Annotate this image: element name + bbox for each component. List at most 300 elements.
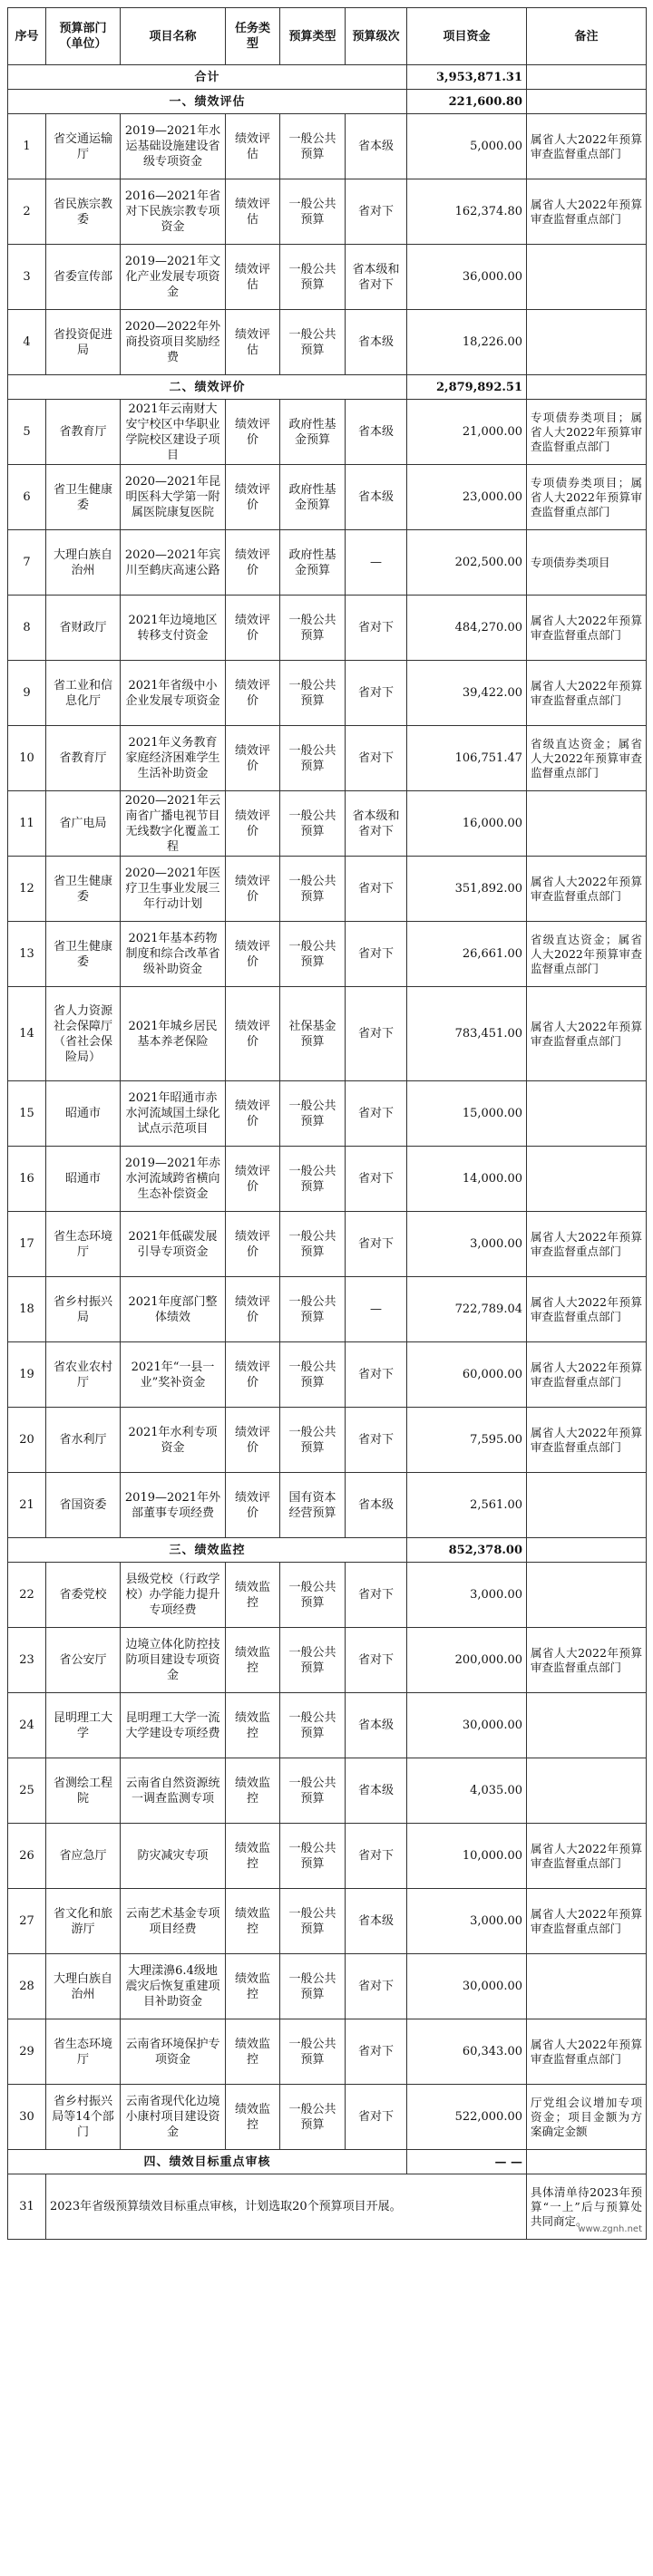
row-dept: 昭通市 (46, 1081, 121, 1147)
row-no: 3 (8, 245, 46, 310)
table-row (8, 1563, 647, 1628)
row-task: 绩效评价 (226, 1081, 280, 1147)
row-task: 绩效监控 (226, 1628, 280, 1693)
row-project: 2021年昭通市赤水河流域国土绿化试点示范项目 (121, 1081, 226, 1147)
row-task: 绩效评价 (226, 465, 280, 530)
row-budget-type: 一般公共预算 (280, 857, 346, 922)
table-row (8, 1628, 647, 1693)
row-dept: 省教育厅 (46, 400, 121, 465)
row-amount: 26,661.00 (407, 922, 527, 987)
section-amount: — — (407, 2150, 527, 2174)
row-amount: 106,751.47 (407, 726, 527, 791)
row-dept: 省民族宗教委 (46, 179, 121, 245)
row-note: 属省人大2022年预算审查监督重点部门 (527, 114, 647, 179)
row-amount: 484,270.00 (407, 596, 527, 661)
row-project: 2021年“一县一业”奖补资金 (121, 1342, 226, 1408)
row-amount: 3,000.00 (407, 1889, 527, 1954)
row-project: 大理漾濞6.4级地震灾后恢复重建项目补助资金 (121, 1954, 226, 2019)
row-note: 属省人大2022年预算审查监督重点部门 (527, 857, 647, 922)
row-dept: 省生态环境厅 (46, 2019, 121, 2085)
row-budget-type: 一般公共预算 (280, 1147, 346, 1212)
row-note (527, 1563, 647, 1628)
row-dept: 大理白族自治州 (46, 1954, 121, 2019)
row-project: 边境立体化防控技防项目建设专项资金 (121, 1628, 226, 1693)
row-note (527, 1693, 647, 1758)
table-row (8, 1758, 647, 1824)
table-row (8, 1824, 647, 1889)
row-level: 省对下 (346, 2085, 407, 2150)
row-level: 省对下 (346, 596, 407, 661)
row-task: 绩效评价 (226, 1277, 280, 1342)
row-no: 2 (8, 179, 46, 245)
row-task: 绩效监控 (226, 2085, 280, 2150)
row-level: 省本级和省对下 (346, 245, 407, 310)
row-project: 2021年云南财大安宁校区中华职业学院校区建设子项目 (121, 400, 226, 465)
row-task: 绩效评估 (226, 179, 280, 245)
row-level: 省对下 (346, 1212, 407, 1277)
table-row (8, 530, 647, 596)
row-project: 2020—2021年宾川至鹤庆高速公路 (121, 530, 226, 596)
table-row (8, 310, 647, 375)
section-title: 一、绩效评估 (8, 90, 407, 114)
row-project: 云南省环境保护专项资金 (121, 2019, 226, 2085)
row-dept: 省教育厅 (46, 726, 121, 791)
row-no: 7 (8, 530, 46, 596)
row-dept: 省测绘工程院 (46, 1758, 121, 1824)
table-row (8, 1954, 647, 2019)
row-note (527, 1758, 647, 1824)
row-level: 省对下 (346, 1147, 407, 1212)
row-no: 1 (8, 114, 46, 179)
row-level: 省对下 (346, 1342, 407, 1408)
row-dept: 省国资委 (46, 1473, 121, 1538)
row-task: 绩效监控 (226, 2019, 280, 2085)
row-level: 省本级 (346, 465, 407, 530)
row-amount: 60,000.00 (407, 1342, 527, 1408)
row-note: 属省人大2022年预算审查监督重点部门 (527, 1628, 647, 1693)
row-amount: 10,000.00 (407, 1824, 527, 1889)
row-dept: 省公安厅 (46, 1628, 121, 1693)
row-dept: 省委党校 (46, 1563, 121, 1628)
section-amount: 852,378.00 (407, 1538, 527, 1563)
row-note: 属省人大2022年预算审查监督重点部门 (527, 1824, 647, 1889)
row-project: 2019—2021年外部董事专项经费 (121, 1473, 226, 1538)
row-amount: 202,500.00 (407, 530, 527, 596)
row-amount: 14,000.00 (407, 1147, 527, 1212)
section-title: 二、绩效评价 (8, 375, 407, 400)
row-no: 15 (8, 1081, 46, 1147)
row-task: 绩效评估 (226, 245, 280, 310)
row-note (527, 245, 647, 310)
row-dept: 省卫生健康委 (46, 465, 121, 530)
row-amount: 15,000.00 (407, 1081, 527, 1147)
row-budget-type: 一般公共预算 (280, 1693, 346, 1758)
row-note (527, 1147, 647, 1212)
row-level: 省本级 (346, 1889, 407, 1954)
row-task: 绩效评价 (226, 530, 280, 596)
row-project: 2021年边境地区转移支付资金 (121, 596, 226, 661)
row-dept: 省委宣传部 (46, 245, 121, 310)
table-row (8, 857, 647, 922)
row-level: 省本级 (346, 1758, 407, 1824)
row-project: 2020—2021年医疗卫生事业发展三年行动计划 (121, 857, 226, 922)
row-amount: 351,892.00 (407, 857, 527, 922)
row-task: 绩效评价 (226, 1147, 280, 1212)
row-task: 绩效评价 (226, 400, 280, 465)
row-note: 属省人大2022年预算审查监督重点部门 (527, 1212, 647, 1277)
table-body (8, 65, 647, 2240)
row-task: 绩效评价 (226, 1342, 280, 1408)
row-budget-type: 一般公共预算 (280, 2085, 346, 2150)
row-no: 17 (8, 1212, 46, 1277)
table-row (8, 596, 647, 661)
row-dept: 省人力资源社会保障厅（省社会保险局） (46, 987, 121, 1081)
table-row (8, 114, 647, 179)
row-level: 省本级和省对下 (346, 791, 407, 857)
row-no: 5 (8, 400, 46, 465)
section-row (8, 90, 647, 114)
table-row (8, 987, 647, 1081)
header-dept: 预算部门（单位） (46, 8, 121, 65)
row-dept: 省工业和信息化厅 (46, 661, 121, 726)
row-dept: 昭通市 (46, 1147, 121, 1212)
row-note: 省级直达资金；属省人大2022年预算审查监督重点部门 (527, 726, 647, 791)
total-note (527, 65, 647, 90)
row-amount: 16,000.00 (407, 791, 527, 857)
header-note: 备注 (527, 8, 647, 65)
row-level: 省对下 (346, 987, 407, 1081)
total-amount: 3,953,871.31 (407, 65, 527, 90)
table-row (8, 922, 647, 987)
row-level: 省对下 (346, 1628, 407, 1693)
row-project: 2021年基本药物制度和综合改革省级补助资金 (121, 922, 226, 987)
row-no: 28 (8, 1954, 46, 2019)
section-note (527, 1538, 647, 1563)
row-no: 26 (8, 1824, 46, 1889)
row-project: 2020—2021年云南省广播电视节目无线数字化覆盖工程 (121, 791, 226, 857)
row-amount: 36,000.00 (407, 245, 527, 310)
row-budget-type: 一般公共预算 (280, 179, 346, 245)
row-task: 绩效评价 (226, 1212, 280, 1277)
row-budget-type: 一般公共预算 (280, 1212, 346, 1277)
row-task: 绩效评价 (226, 726, 280, 791)
row-no: 6 (8, 465, 46, 530)
section-amount: 221,600.80 (407, 90, 527, 114)
row-note (527, 1954, 647, 2019)
row-note: 厅党组会议增加专项资金；项目金额为方案确定金额 (527, 2085, 647, 2150)
row-project: 云南省自然资源统一调查监测专项 (121, 1758, 226, 1824)
row-note: 属省人大2022年预算审查监督重点部门 (527, 987, 647, 1081)
section-row (8, 2150, 647, 2174)
row-budget-type: 一般公共预算 (280, 791, 346, 857)
row-level: 省对下 (346, 179, 407, 245)
row-note: 属省人大2022年预算审查监督重点部门 (527, 1889, 647, 1954)
table-row (8, 2085, 647, 2150)
row-budget-type: 一般公共预算 (280, 1628, 346, 1693)
row-project: 2021年城乡居民基本养老保险 (121, 987, 226, 1081)
table-row (8, 1147, 647, 1212)
budget-evaluation-table (7, 7, 647, 2240)
table-row (8, 2174, 647, 2240)
table-row (8, 1473, 647, 1538)
watermark: www.zgnh.net (578, 2224, 642, 2234)
row-budget-type: 一般公共预算 (280, 1081, 346, 1147)
row-no: 22 (8, 1563, 46, 1628)
row-no: 31 (8, 2174, 46, 2240)
row-project: 云南艺术基金专项项目经费 (121, 1889, 226, 1954)
row-budget-type: 一般公共预算 (280, 2019, 346, 2085)
row-no: 21 (8, 1473, 46, 1538)
row-budget-type: 一般公共预算 (280, 245, 346, 310)
row-amount: 5,000.00 (407, 114, 527, 179)
row-project: 2019—2021年赤水河流域跨省横向生态补偿资金 (121, 1147, 226, 1212)
total-label: 合计 (8, 65, 407, 90)
row-level: 省本级 (346, 1473, 407, 1538)
header-level: 预算级次 (346, 8, 407, 65)
row-note: 专项债券类项目；属省人大2022年预算审查监督重点部门 (527, 400, 647, 465)
row-project: 2019—2021年文化产业发展专项资金 (121, 245, 226, 310)
row-budget-type: 国有资本经营预算 (280, 1473, 346, 1538)
table-row (8, 1277, 647, 1342)
row-dept: 省投资促进局 (46, 310, 121, 375)
row-note: 属省人大2022年预算审查监督重点部门 (527, 661, 647, 726)
row-amount: 722,789.04 (407, 1277, 527, 1342)
total-row (8, 65, 647, 90)
section-row (8, 1538, 647, 1563)
row-level: 省对下 (346, 1563, 407, 1628)
row-note: 属省人大2022年预算审查监督重点部门 (527, 1408, 647, 1473)
row-budget-type: 一般公共预算 (280, 1889, 346, 1954)
row-task: 绩效监控 (226, 1758, 280, 1824)
row-level: 省对下 (346, 922, 407, 987)
row-level: 省本级 (346, 400, 407, 465)
row-no: 25 (8, 1758, 46, 1824)
section-note (527, 375, 647, 400)
row-budget-type: 一般公共预算 (280, 1342, 346, 1408)
row-project: 2021年度部门整体绩效 (121, 1277, 226, 1342)
header-amount: 项目资金 (407, 8, 527, 65)
table-row (8, 400, 647, 465)
row-budget-type: 政府性基金预算 (280, 400, 346, 465)
row-amount: 21,000.00 (407, 400, 527, 465)
row-budget-type: 一般公共预算 (280, 1408, 346, 1473)
row-no: 4 (8, 310, 46, 375)
row-level: 省对下 (346, 661, 407, 726)
row-dept: 省乡村振兴局等14个部门 (46, 2085, 121, 2150)
row-note: 专项债券类项目；属省人大2022年预算审查监督重点部门 (527, 465, 647, 530)
row-note: 属省人大2022年预算审查监督重点部门 (527, 179, 647, 245)
row-task: 绩效评价 (226, 857, 280, 922)
table-row (8, 1342, 647, 1408)
row-merged-text: 2023年省级预算绩效目标重点审核，计划选取20个预算项目开展。 (46, 2174, 527, 2240)
header-project: 项目名称 (121, 8, 226, 65)
row-dept: 省卫生健康委 (46, 857, 121, 922)
row-amount: 30,000.00 (407, 1954, 527, 2019)
table-row (8, 1693, 647, 1758)
row-no: 10 (8, 726, 46, 791)
row-project: 2021年省级中小企业发展专项资金 (121, 661, 226, 726)
table-row (8, 1212, 647, 1277)
row-task: 绩效监控 (226, 1889, 280, 1954)
row-budget-type: 一般公共预算 (280, 596, 346, 661)
row-no: 24 (8, 1693, 46, 1758)
table-row (8, 1408, 647, 1473)
table-row (8, 2019, 647, 2085)
row-budget-type: 一般公共预算 (280, 1758, 346, 1824)
row-budget-type: 一般公共预算 (280, 1277, 346, 1342)
row-dept: 省应急厅 (46, 1824, 121, 1889)
row-project: 云南省现代化边境小康村项目建设资金 (121, 2085, 226, 2150)
row-level: 省对下 (346, 2019, 407, 2085)
section-title: 四、绩效目标重点审核 (8, 2150, 407, 2174)
row-task: 绩效评估 (226, 310, 280, 375)
row-amount: 2,561.00 (407, 1473, 527, 1538)
row-task: 绩效评估 (226, 114, 280, 179)
header-row (8, 8, 647, 65)
row-level: — (346, 530, 407, 596)
row-no: 8 (8, 596, 46, 661)
row-level: 省对下 (346, 1824, 407, 1889)
row-project: 2016—2021年省对下民族宗教专项资金 (121, 179, 226, 245)
row-no: 23 (8, 1628, 46, 1693)
row-task: 绩效评价 (226, 1473, 280, 1538)
header-no: 序号 (8, 8, 46, 65)
row-budget-type: 一般公共预算 (280, 1563, 346, 1628)
section-amount: 2,879,892.51 (407, 375, 527, 400)
row-task: 绩效评价 (226, 1408, 280, 1473)
row-budget-type: 政府性基金预算 (280, 465, 346, 530)
row-no: 27 (8, 1889, 46, 1954)
section-note (527, 2150, 647, 2174)
row-amount: 18,226.00 (407, 310, 527, 375)
row-note: 属省人大2022年预算审查监督重点部门 (527, 1277, 647, 1342)
row-dept: 昆明理工大学 (46, 1693, 121, 1758)
row-note: 专项债券类项目 (527, 530, 647, 596)
row-budget-type: 一般公共预算 (280, 1824, 346, 1889)
row-task: 绩效评价 (226, 791, 280, 857)
row-budget-type: 一般公共预算 (280, 661, 346, 726)
row-no: 30 (8, 2085, 46, 2150)
row-level: 省本级 (346, 1693, 407, 1758)
row-budget-type: 社保基金预算 (280, 987, 346, 1081)
row-budget-type: 一般公共预算 (280, 310, 346, 375)
row-task: 绩效评价 (226, 596, 280, 661)
row-project: 县级党校（行政学校）办学能力提升专项经费 (121, 1563, 226, 1628)
row-note: 属省人大2022年预算审查监督重点部门 (527, 1342, 647, 1408)
table-row (8, 465, 647, 530)
row-level: 省本级 (346, 310, 407, 375)
row-task: 绩效评价 (226, 987, 280, 1081)
row-project: 2021年义务教育家庭经济困难学生生活补助资金 (121, 726, 226, 791)
row-budget-type: 政府性基金预算 (280, 530, 346, 596)
row-no: 18 (8, 1277, 46, 1342)
row-amount: 7,595.00 (407, 1408, 527, 1473)
row-dept: 省水利厅 (46, 1408, 121, 1473)
row-note (527, 310, 647, 375)
row-no: 19 (8, 1342, 46, 1408)
row-project: 2020—2021年昆明医科大学第一附属医院康复医院 (121, 465, 226, 530)
row-project: 2021年低碳发展引导专项资金 (121, 1212, 226, 1277)
row-dept: 省生态环境厅 (46, 1212, 121, 1277)
row-amount: 522,000.00 (407, 2085, 527, 2150)
row-dept: 省交通运输厅 (46, 114, 121, 179)
row-amount: 3,000.00 (407, 1212, 527, 1277)
row-dept: 省卫生健康委 (46, 922, 121, 987)
row-dept: 省财政厅 (46, 596, 121, 661)
row-level: — (346, 1277, 407, 1342)
row-level: 省对下 (346, 857, 407, 922)
row-task: 绩效评价 (226, 661, 280, 726)
row-task: 绩效监控 (226, 1824, 280, 1889)
row-level: 省对下 (346, 1954, 407, 2019)
row-budget-type: 一般公共预算 (280, 726, 346, 791)
row-budget-type: 一般公共预算 (280, 922, 346, 987)
row-task: 绩效监控 (226, 1954, 280, 2019)
row-dept: 省广电局 (46, 791, 121, 857)
section-note (527, 90, 647, 114)
row-project: 昆明理工大学一流大学建设专项经费 (121, 1693, 226, 1758)
row-project: 2019—2021年水运基础设施建设省级专项资金 (121, 114, 226, 179)
row-amount: 162,374.80 (407, 179, 527, 245)
row-amount: 783,451.00 (407, 987, 527, 1081)
table-row (8, 726, 647, 791)
table-row (8, 661, 647, 726)
row-task: 绩效评价 (226, 922, 280, 987)
row-no: 9 (8, 661, 46, 726)
row-dept: 省文化和旅游厅 (46, 1889, 121, 1954)
row-note: 属省人大2022年预算审查监督重点部门 (527, 596, 647, 661)
row-budget-type: 一般公共预算 (280, 114, 346, 179)
row-task: 绩效监控 (226, 1563, 280, 1628)
row-no: 14 (8, 987, 46, 1081)
row-no: 11 (8, 791, 46, 857)
row-amount: 30,000.00 (407, 1693, 527, 1758)
row-note-text: 具体清单待2023年预算“一上”后与预算处共同商定。 (531, 2184, 642, 2228)
row-dept: 大理白族自治州 (46, 530, 121, 596)
row-project: 防灾减灾专项 (121, 1824, 226, 1889)
row-project: 2020—2022年外商投资项目奖励经费 (121, 310, 226, 375)
row-note (527, 2174, 647, 2240)
row-note: 属省人大2022年预算审查监督重点部门 (527, 2019, 647, 2085)
row-amount: 23,000.00 (407, 465, 527, 530)
row-no: 29 (8, 2019, 46, 2085)
row-no: 12 (8, 857, 46, 922)
row-amount: 200,000.00 (407, 1628, 527, 1693)
row-amount: 3,000.00 (407, 1563, 527, 1628)
row-amount: 39,422.00 (407, 661, 527, 726)
row-level: 省对下 (346, 1408, 407, 1473)
row-level: 省对下 (346, 1081, 407, 1147)
row-amount: 4,035.00 (407, 1758, 527, 1824)
header-budget-type: 预算类型 (280, 8, 346, 65)
row-note (527, 1081, 647, 1147)
row-note: 省级直达资金；属省人大2022年预算审查监督重点部门 (527, 922, 647, 987)
row-amount: 60,343.00 (407, 2019, 527, 2085)
row-dept: 省农业农村厅 (46, 1342, 121, 1408)
row-level: 省本级 (346, 114, 407, 179)
row-task: 绩效监控 (226, 1693, 280, 1758)
row-no: 20 (8, 1408, 46, 1473)
row-note (527, 1473, 647, 1538)
row-note (527, 791, 647, 857)
section-title: 三、绩效监控 (8, 1538, 407, 1563)
table-row (8, 245, 647, 310)
header-task: 任务类型 (226, 8, 280, 65)
table-row (8, 179, 647, 245)
section-row (8, 375, 647, 400)
row-no: 16 (8, 1147, 46, 1212)
row-level: 省对下 (346, 726, 407, 791)
